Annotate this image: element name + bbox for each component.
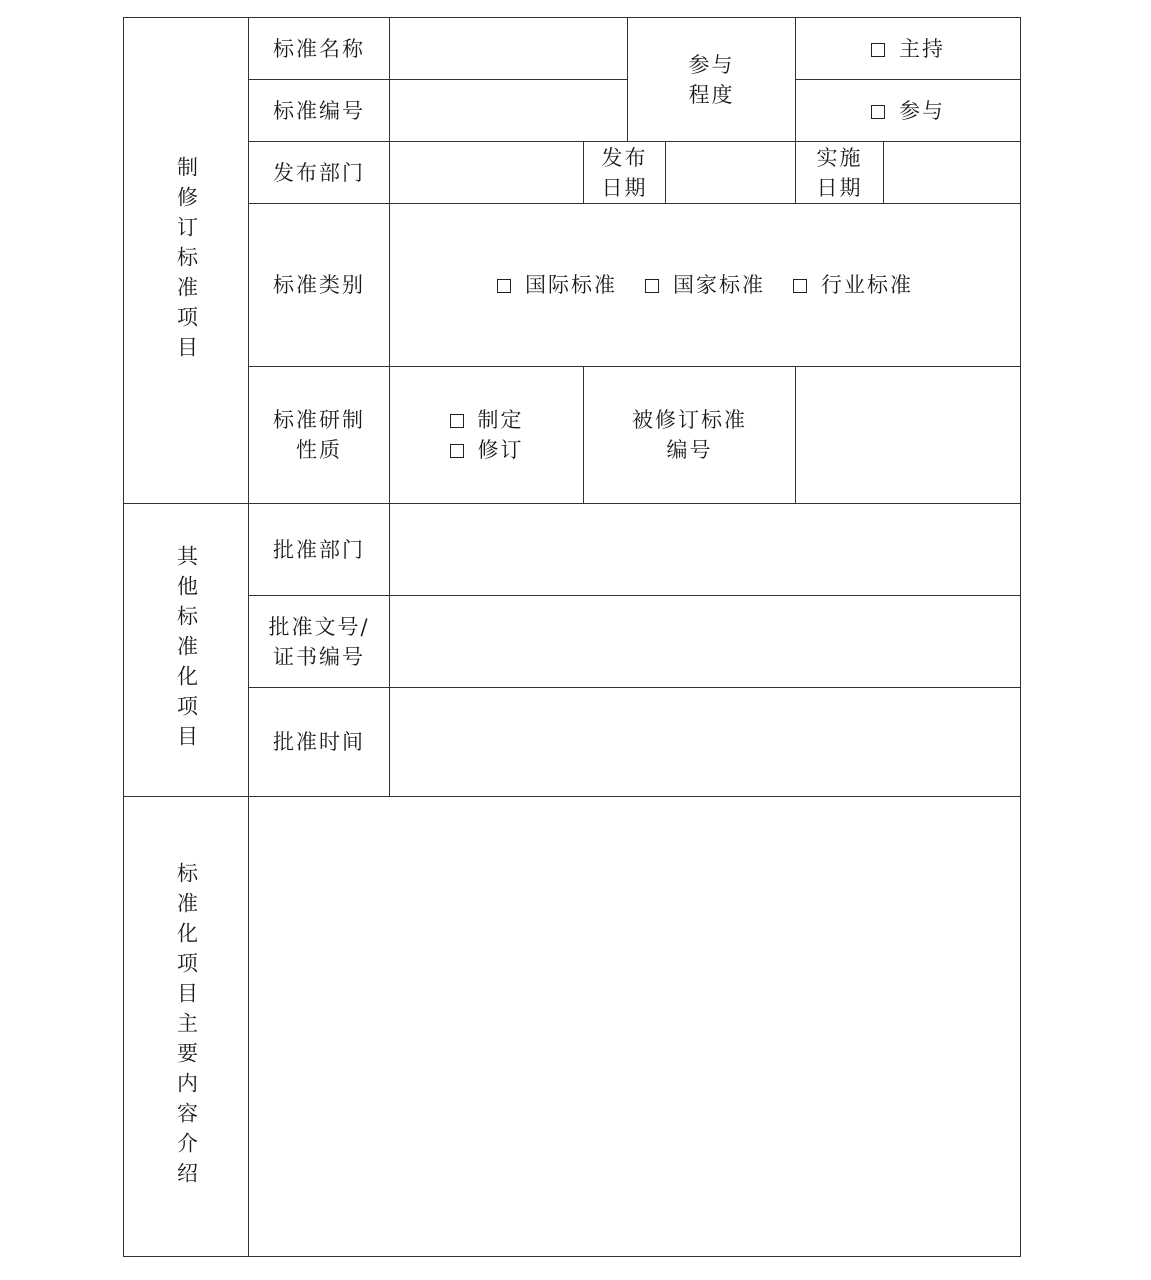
section-other-label: 其他标准化项目 bbox=[123, 503, 249, 797]
checkbox-icon[interactable] bbox=[793, 279, 807, 293]
intro-content-field[interactable] bbox=[248, 796, 1021, 1257]
std-no-label: 标准编号 bbox=[248, 79, 390, 142]
opt-participate[interactable]: 参与 bbox=[795, 79, 1021, 142]
revised-no-label: 被修订标准 编号 bbox=[583, 366, 796, 504]
opt-host[interactable]: 主持 bbox=[795, 17, 1021, 80]
category-options bbox=[389, 203, 1021, 367]
approval-time-label: 批准时间 bbox=[248, 687, 390, 797]
nature-options bbox=[389, 366, 584, 504]
checkbox-icon[interactable] bbox=[871, 43, 885, 57]
approver-label: 批准部门 bbox=[248, 503, 390, 596]
approval-no-label: 批准文号/ 证书编号 bbox=[248, 595, 390, 688]
nature-make-option[interactable]: 制定 bbox=[450, 405, 524, 435]
std-name-field[interactable] bbox=[389, 17, 628, 80]
approval-time-field[interactable] bbox=[389, 687, 1021, 797]
application-form-table bbox=[123, 17, 1021, 1257]
std-name-label: 标准名称 bbox=[248, 17, 390, 80]
std-no-field[interactable] bbox=[389, 79, 628, 142]
section-revision-label: 制修订标准项目 bbox=[123, 17, 249, 504]
publisher-label: 发布部门 bbox=[248, 141, 390, 204]
revised-no-field[interactable] bbox=[795, 366, 1021, 504]
publisher-field[interactable] bbox=[389, 141, 584, 204]
checkbox-icon[interactable] bbox=[645, 279, 659, 293]
approver-field[interactable] bbox=[389, 503, 1021, 596]
nature-label: 标准研制 性质 bbox=[248, 366, 390, 504]
checkbox-icon[interactable] bbox=[450, 414, 464, 428]
impl-date-field[interactable] bbox=[883, 141, 1021, 204]
impl-date-label: 实施 日期 bbox=[795, 141, 884, 204]
nature-revise-option[interactable]: 修订 bbox=[450, 435, 524, 465]
category-label: 标准类别 bbox=[248, 203, 390, 367]
pub-date-field[interactable] bbox=[665, 141, 796, 204]
cat-international-option[interactable]: 国际标准 bbox=[497, 270, 617, 300]
cat-national-option[interactable]: 国家标准 bbox=[645, 270, 765, 300]
checkbox-icon[interactable] bbox=[871, 105, 885, 119]
approval-no-field[interactable] bbox=[389, 595, 1021, 688]
section-intro-label: 标准化项目主要内容介绍 bbox=[123, 796, 249, 1257]
checkbox-icon[interactable] bbox=[497, 279, 511, 293]
checkbox-icon[interactable] bbox=[450, 444, 464, 458]
participation-label: 参与 程度 bbox=[627, 17, 796, 142]
pub-date-label: 发布 日期 bbox=[583, 141, 666, 204]
cat-industry-option[interactable]: 行业标准 bbox=[793, 270, 913, 300]
